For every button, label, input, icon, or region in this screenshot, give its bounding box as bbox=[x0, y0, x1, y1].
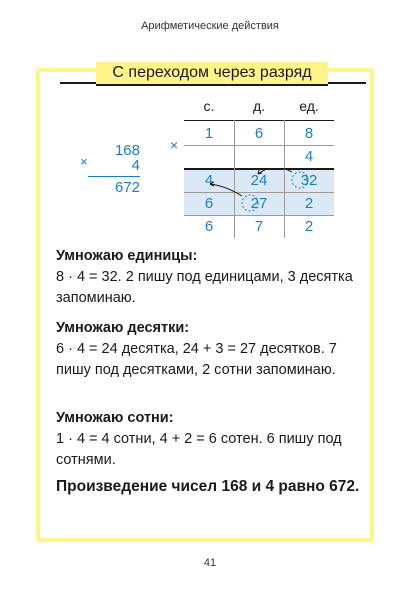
table-cell bbox=[234, 145, 284, 168]
table-cell: 2 bbox=[304, 195, 314, 212]
section-tens bbox=[56, 318, 366, 381]
header-rule bbox=[184, 120, 334, 121]
section-title: Умножаю десятки: bbox=[56, 320, 190, 336]
table-cell: 24 bbox=[250, 172, 268, 189]
section-title: Умножаю единицы: bbox=[56, 248, 198, 264]
table-cell: 1 bbox=[204, 125, 214, 142]
multiply-sign: × bbox=[80, 154, 88, 169]
table-cell: 4 bbox=[304, 148, 314, 165]
table-cell: 8 bbox=[304, 125, 314, 142]
page-number: 41 bbox=[203, 557, 217, 569]
product: 672 bbox=[114, 179, 140, 196]
carry-circle-units bbox=[292, 172, 308, 188]
table-cell: 6 bbox=[204, 195, 214, 212]
table-cell: 7 bbox=[254, 218, 264, 235]
table-cell: 2 bbox=[304, 218, 314, 235]
multiplicand: 168 bbox=[114, 142, 140, 159]
carry-arrow-units bbox=[258, 168, 292, 174]
table-cell: 32 bbox=[300, 172, 318, 189]
column-bar bbox=[88, 176, 140, 177]
carry-arrows bbox=[184, 168, 334, 218]
table-cell bbox=[184, 145, 234, 168]
table-cell: 6 bbox=[254, 125, 264, 142]
conclusion: Произведение чисел 168 и 4 равно 672. bbox=[56, 478, 360, 495]
table-cell: 27 bbox=[250, 195, 268, 212]
table-cell: 6 bbox=[204, 218, 214, 235]
carry-arrow-tens bbox=[210, 184, 242, 196]
section-hundreds bbox=[56, 408, 366, 471]
section-body: 8 · 4 = 32. 2 пишу под единицами, 3 десятка запоминаю. bbox=[56, 269, 353, 306]
running-header: Арифметические действия bbox=[141, 20, 279, 32]
multiplier: 4 bbox=[131, 157, 140, 174]
carry-circle-tens bbox=[242, 195, 258, 211]
section-body: 6 · 4 = 24 десятка, 24 + 3 = 27 десятков. 7 пишу под десятками, 2 сотни запоминаю. bbox=[56, 341, 337, 378]
header-hundreds: с. bbox=[203, 98, 215, 114]
section-title: Умножаю сотни: bbox=[56, 410, 174, 426]
table-multiply-sign: × bbox=[170, 137, 179, 153]
section-body: 1 · 4 = 4 сотни, 4 + 2 = 6 сотен. 6 пишу под сотнями. bbox=[56, 431, 342, 468]
header-tens: д. bbox=[252, 98, 266, 114]
section-banner: С переходом через разряд bbox=[96, 62, 328, 86]
table-cell: 4 bbox=[204, 172, 214, 189]
header-units: ед. bbox=[299, 98, 319, 114]
section-units bbox=[56, 246, 366, 309]
